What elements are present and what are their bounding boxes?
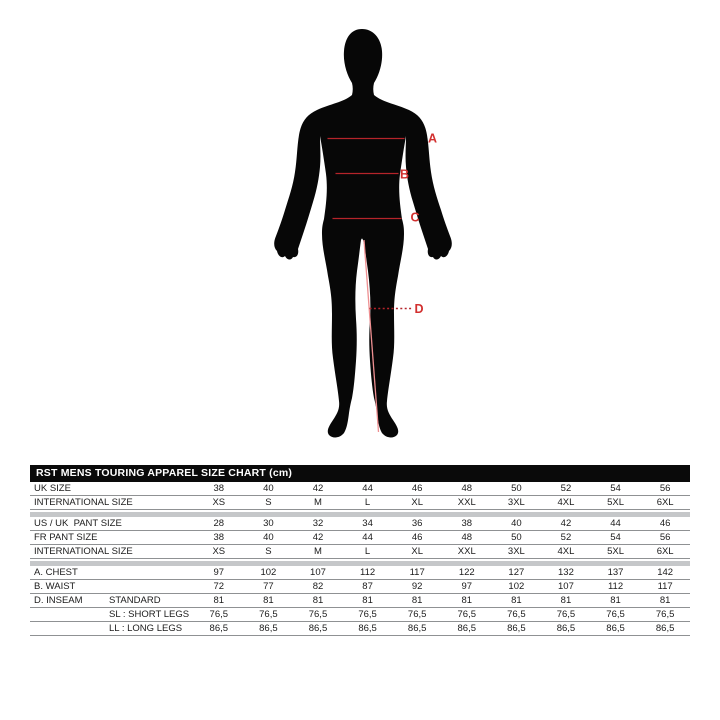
size-value-cell: 32 xyxy=(312,518,324,529)
size-value-cell: 50 xyxy=(511,483,522,494)
table-row xyxy=(30,594,690,608)
size-value-cell: 46 xyxy=(411,532,423,543)
size-value-cell: 107 xyxy=(310,567,326,578)
size-value-cell: 42 xyxy=(312,532,324,543)
size-value-cell: 81 xyxy=(659,595,671,606)
size-value-cell: 4XL xyxy=(557,497,575,508)
row-label: B. WAIST xyxy=(34,581,76,592)
table-title-bar: RST MENS TOURING APPAREL SIZE CHART (cm) xyxy=(30,465,690,482)
size-value-cell: 38 xyxy=(461,518,473,529)
size-value-cell: 76,5 xyxy=(507,609,526,620)
row-label: D. INSEAM xyxy=(34,595,83,606)
size-value-cell: 76,5 xyxy=(308,609,328,620)
size-value-cell: 6XL xyxy=(656,546,674,557)
row-sublabel: STANDARD xyxy=(109,595,161,606)
size-value-cell: 86,5 xyxy=(556,623,576,634)
table-row xyxy=(30,608,690,622)
table-row xyxy=(30,561,690,580)
size-value-cell: 81 xyxy=(411,595,423,606)
size-value-cell: 117 xyxy=(657,581,673,592)
size-value-cell: 4XL xyxy=(557,546,575,557)
size-value-cell: 44 xyxy=(610,518,621,529)
size-value-cell: 44 xyxy=(362,483,373,494)
size-value-cell: XL xyxy=(411,497,423,508)
row-label: INTERNATIONAL SIZE xyxy=(34,497,133,508)
size-value-cell: 3XL xyxy=(507,546,525,557)
table-row xyxy=(30,580,690,594)
size-value-cell: 48 xyxy=(461,532,473,543)
size-value-cell: 77 xyxy=(263,581,274,592)
size-value-cell: 81 xyxy=(610,595,621,606)
size-value-cell: 102 xyxy=(508,581,525,592)
size-value-cell: XXL xyxy=(457,497,476,508)
table-row xyxy=(30,545,690,559)
size-value-cell: 76,5 xyxy=(655,609,675,620)
size-value-cell: 81 xyxy=(461,595,473,606)
row-sublabel: SL : SHORT LEGS xyxy=(109,609,190,620)
size-value-cell: 87 xyxy=(362,581,373,592)
size-value-cell: 107 xyxy=(558,581,574,592)
size-value-cell: 76,5 xyxy=(556,609,576,620)
row-sublabel: LL : LONG LEGS xyxy=(109,623,183,634)
size-value-cell: 97 xyxy=(461,581,473,592)
size-value-cell: 81 xyxy=(560,595,572,606)
size-value-cell: 86,5 xyxy=(358,623,377,634)
size-value-cell: 46 xyxy=(411,483,423,494)
size-value-cell: 3XL xyxy=(507,497,525,508)
size-value-cell: 6XL xyxy=(656,497,674,508)
size-value-cell: 76,5 xyxy=(606,609,625,620)
row-label: US / UK PANT SIZE xyxy=(34,518,122,529)
size-value-cell: 81 xyxy=(511,595,522,606)
size-value-cell: 40 xyxy=(263,483,274,494)
size-value-cell: 76,5 xyxy=(259,609,278,620)
size-value-cell: 34 xyxy=(362,518,373,529)
table-row xyxy=(30,512,690,531)
table-row xyxy=(30,482,690,496)
size-value-cell: 86,5 xyxy=(655,623,675,634)
size-value-cell: XL xyxy=(411,546,423,557)
row-label: A. CHEST xyxy=(34,567,78,578)
size-value-cell: 38 xyxy=(213,483,225,494)
size-value-cell: 42 xyxy=(312,483,324,494)
size-value-cell: 112 xyxy=(607,581,624,592)
size-value-cell: 127 xyxy=(508,567,525,578)
table-row xyxy=(30,496,690,510)
size-value-cell: M xyxy=(314,497,322,508)
size-value-cell: 86,5 xyxy=(507,623,526,634)
size-value-cell: 54 xyxy=(610,483,621,494)
size-value-cell: 76,5 xyxy=(407,609,427,620)
size-value-cell: 56 xyxy=(659,532,671,543)
size-value-cell: 30 xyxy=(263,518,274,529)
label-d-inseam: D xyxy=(414,302,424,316)
size-value-cell: 86,5 xyxy=(259,623,278,634)
table-row xyxy=(30,531,690,545)
size-value-cell: 86,5 xyxy=(457,623,477,634)
size-value-cell: 86,5 xyxy=(308,623,328,634)
size-value-cell: 72 xyxy=(213,581,225,592)
row-label: UK SIZE xyxy=(34,483,71,494)
row-label: INTERNATIONAL SIZE xyxy=(34,546,133,557)
size-value-cell: L xyxy=(364,546,371,557)
size-value-cell: M xyxy=(314,546,322,557)
size-value-cell: 97 xyxy=(213,567,225,578)
size-value-cell: 86,5 xyxy=(209,623,229,634)
size-value-cell: 81 xyxy=(362,595,373,606)
size-value-cell: XXL xyxy=(457,546,476,557)
size-value-cell: 48 xyxy=(461,483,473,494)
size-value-cell: 56 xyxy=(659,483,671,494)
size-value-cell: 92 xyxy=(411,581,423,592)
label-b-waist: B xyxy=(400,167,410,182)
size-value-cell: S xyxy=(265,497,272,508)
size-value-cell: 132 xyxy=(558,567,574,578)
size-chart-table xyxy=(30,465,690,636)
size-value-cell: 54 xyxy=(610,532,621,543)
label-c-hip: C xyxy=(410,210,420,225)
size-value-cell: 81 xyxy=(213,595,225,606)
size-value-cell: 5XL xyxy=(607,546,624,557)
size-value-cell: 52 xyxy=(560,483,572,494)
size-value-cell: 50 xyxy=(511,532,522,543)
size-value-cell: 44 xyxy=(362,532,373,543)
size-value-cell: S xyxy=(265,546,272,557)
size-value-cell: 86,5 xyxy=(606,623,625,634)
size-value-cell: 137 xyxy=(607,567,624,578)
size-value-cell: 117 xyxy=(409,567,425,578)
size-value-cell: 82 xyxy=(312,581,324,592)
size-value-cell: 52 xyxy=(560,532,572,543)
size-value-cell: L xyxy=(364,497,371,508)
size-value-cell: XS xyxy=(212,497,226,508)
size-value-cell: 81 xyxy=(263,595,274,606)
size-value-cell: 46 xyxy=(659,518,671,529)
size-value-cell: 40 xyxy=(511,518,522,529)
male-back-silhouette xyxy=(274,29,452,437)
size-value-cell: 36 xyxy=(411,518,423,529)
label-a-chest: A xyxy=(428,131,438,146)
size-value-cell: 112 xyxy=(360,567,376,578)
size-value-cell: 5XL xyxy=(607,497,624,508)
size-value-cell: XS xyxy=(212,546,226,557)
size-value-cell: 42 xyxy=(560,518,572,529)
size-value-cell: 102 xyxy=(260,567,277,578)
size-value-cell: 142 xyxy=(657,567,674,578)
size-value-cell: 86,5 xyxy=(407,623,427,634)
size-value-cell: 81 xyxy=(312,595,324,606)
size-value-cell: 76,5 xyxy=(358,609,377,620)
size-value-cell: 76,5 xyxy=(457,609,477,620)
size-value-cell: 40 xyxy=(263,532,274,543)
size-value-cell: 28 xyxy=(213,518,225,529)
row-label: FR PANT SIZE xyxy=(34,532,98,543)
table-body xyxy=(30,482,690,636)
size-value-cell: 122 xyxy=(458,567,475,578)
size-value-cell: 76,5 xyxy=(209,609,229,620)
size-value-cell: 38 xyxy=(213,532,225,543)
table-row xyxy=(30,622,690,636)
